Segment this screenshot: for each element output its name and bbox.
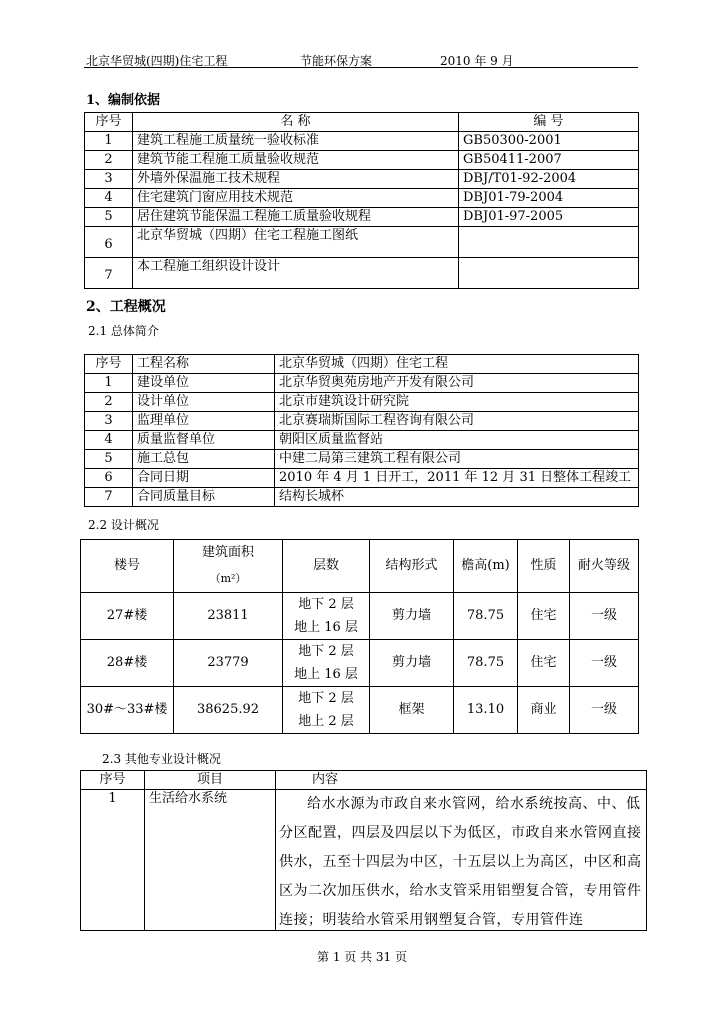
col-header: 建筑面积 (201, 545, 254, 560)
cell: 框架 (370, 687, 454, 734)
col-header: 序号 (81, 771, 145, 790)
page-number: 第 1 页 共 31 页 (317, 950, 407, 964)
cell: 建筑节能工程施工质量验收规范 (133, 151, 459, 170)
cell: 1 (85, 374, 133, 393)
cell: 4 (85, 189, 133, 208)
cell: 设计单位 (133, 393, 275, 412)
cell: DBJ01-79-2004 (459, 189, 639, 208)
col-header: 内容 (276, 771, 647, 790)
cell: 质量监督单位 (133, 431, 275, 450)
cell-floors (283, 593, 370, 640)
table-header-row (85, 355, 639, 374)
cell: 外墙外保温施工技术规程 (133, 170, 459, 189)
section-2-2-title: 2.2 设计概况 (88, 518, 159, 532)
cell: 施工总包 (133, 450, 275, 469)
col-header: 名 称 (133, 113, 459, 132)
table-row (85, 208, 639, 227)
table-row (85, 170, 639, 189)
col-header: 序号 (85, 355, 133, 374)
cell: 合同日期 (133, 469, 275, 488)
other-design-table (80, 770, 647, 931)
floors-above: 地上 16 层 (294, 667, 358, 682)
col-header-area (174, 540, 283, 593)
col-header: 层数 (283, 540, 370, 593)
col-header: 楼号 (81, 540, 174, 593)
cell: 住宅 (518, 593, 570, 640)
design-table (80, 539, 639, 734)
table-row (81, 790, 647, 931)
cell-content (276, 790, 647, 931)
col-header: 北京华贸城（四期）住宅工程 (275, 355, 639, 374)
cell (459, 227, 639, 258)
col-header: 结构形式 (370, 540, 454, 593)
cell: 1 (81, 790, 145, 931)
floors-below: 地下 2 层 (298, 691, 354, 706)
cell (459, 258, 639, 289)
cell: 商业 (518, 687, 570, 734)
table-row (81, 593, 639, 640)
header-date: 2010 年 9 月 (440, 54, 514, 68)
cell: 13.10 (454, 687, 518, 734)
cell: 38625.92 (174, 687, 283, 734)
cell: 5 (85, 450, 133, 469)
cell: DBJ/T01-92-2004 (459, 170, 639, 189)
cell: 30#～33#楼 (81, 687, 174, 734)
cell: 3 (85, 170, 133, 189)
cell: 3 (85, 412, 133, 431)
cell-floors (283, 687, 370, 734)
table-row (81, 687, 639, 734)
cell: 中建二局第三建筑工程有限公司 (275, 450, 639, 469)
cell-floors (283, 640, 370, 687)
table-header-row (85, 113, 639, 132)
cell: 建筑工程施工质量统一验收标准 (133, 132, 459, 151)
table-row (85, 151, 639, 170)
cell: 北京华贸奥苑房地产开发有限公司 (275, 374, 639, 393)
cell: 7 (85, 258, 133, 289)
section-2-title: 2、工程概况 (86, 299, 166, 315)
cell: 北京华贸城（四期）住宅工程施工图纸 (133, 227, 459, 258)
table-header-row (81, 540, 639, 593)
cell: 4 (85, 431, 133, 450)
cell: 监理单位 (133, 412, 275, 431)
cell: 23811 (174, 593, 283, 640)
table-row (85, 189, 639, 208)
cell: 生活给水系统 (145, 790, 276, 931)
cell: GB50300-2001 (459, 132, 639, 151)
cell: 6 (85, 469, 133, 488)
table-row (85, 469, 639, 488)
col-header: 编 号 (459, 113, 639, 132)
table-header-row (81, 771, 647, 790)
cell: 剪力墙 (370, 640, 454, 687)
header-project: 北京华贸城(四期)住宅工程 (86, 54, 228, 68)
cell: 28#楼 (81, 640, 174, 687)
section-2-1-title: 2.1 总体简介 (88, 324, 159, 338)
section-2-3-title: 2.3 其他专业设计概况 (102, 752, 221, 766)
cell: 23779 (174, 640, 283, 687)
floors-above: 地上 2 层 (298, 714, 354, 729)
cell: 一级 (570, 593, 639, 640)
cell: 剪力墙 (370, 593, 454, 640)
table-row (85, 488, 639, 507)
basis-table (84, 112, 639, 289)
col-header-unit: （m²） (209, 572, 247, 585)
cell: DBJ01-97-2005 (459, 208, 639, 227)
table-row (85, 258, 639, 289)
table-row (85, 227, 639, 258)
floors-above: 地上 16 层 (294, 620, 358, 635)
col-header: 项目 (145, 771, 276, 790)
cell: 78.75 (454, 593, 518, 640)
col-header: 耐火等级 (570, 540, 639, 593)
col-header: 性质 (518, 540, 570, 593)
table-row (81, 640, 639, 687)
cell: 北京赛瑞斯国际工程咨询有限公司 (275, 412, 639, 431)
header-doc-title: 节能环保方案 (300, 54, 373, 68)
col-header: 工程名称 (133, 355, 275, 374)
section-1-title: 1、编制依据 (86, 93, 161, 108)
cell: 本工程施工组织设计设计 (133, 258, 459, 289)
cell: 一级 (570, 687, 639, 734)
cell: 5 (85, 208, 133, 227)
cell: 27#楼 (81, 593, 174, 640)
cell: 2 (85, 393, 133, 412)
water-supply-description: 给水水源为市政自来水管网，给水系统按高、中、低分区配置，四层及四层以下为低区，市政自来水管网直接供水，五至十四层为中区，十五层以上为高区，中区和高区为二次加压供水，给水支管采用铝塑复合管，专用管件连接；明装给水管采用钢塑复合管，专用管件连 (279, 796, 642, 928)
cell: GB50411-2007 (459, 151, 639, 170)
overview-table (84, 354, 639, 507)
table-row (85, 450, 639, 469)
cell: 7 (85, 488, 133, 507)
table-row (85, 132, 639, 151)
cell: 住宅建筑门窗应用技术规范 (133, 189, 459, 208)
floors-below: 地下 2 层 (298, 597, 354, 612)
cell: 建设单位 (133, 374, 275, 393)
table-row (85, 374, 639, 393)
col-header: 檐高(m) (454, 540, 518, 593)
col-header: 序号 (85, 113, 133, 132)
cell: 2 (85, 151, 133, 170)
cell: 住宅 (518, 640, 570, 687)
table-row (85, 393, 639, 412)
cell: 1 (85, 132, 133, 151)
cell: 北京市建筑设计研究院 (275, 393, 639, 412)
cell: 结构长城杯 (275, 488, 639, 507)
cell: 2010 年 4 月 1 日开工，2011 年 12 月 31 日整体工程竣工 (275, 469, 639, 488)
cell: 合同质量目标 (133, 488, 275, 507)
cell: 朝阳区质量监督站 (275, 431, 639, 450)
table-row (85, 431, 639, 450)
cell: 一级 (570, 640, 639, 687)
header-divider (84, 67, 638, 68)
floors-below: 地下 2 层 (298, 644, 354, 659)
cell: 78.75 (454, 640, 518, 687)
cell: 6 (85, 227, 133, 258)
table-row (85, 412, 639, 431)
cell: 居住建筑节能保温工程施工质量验收规程 (133, 208, 459, 227)
